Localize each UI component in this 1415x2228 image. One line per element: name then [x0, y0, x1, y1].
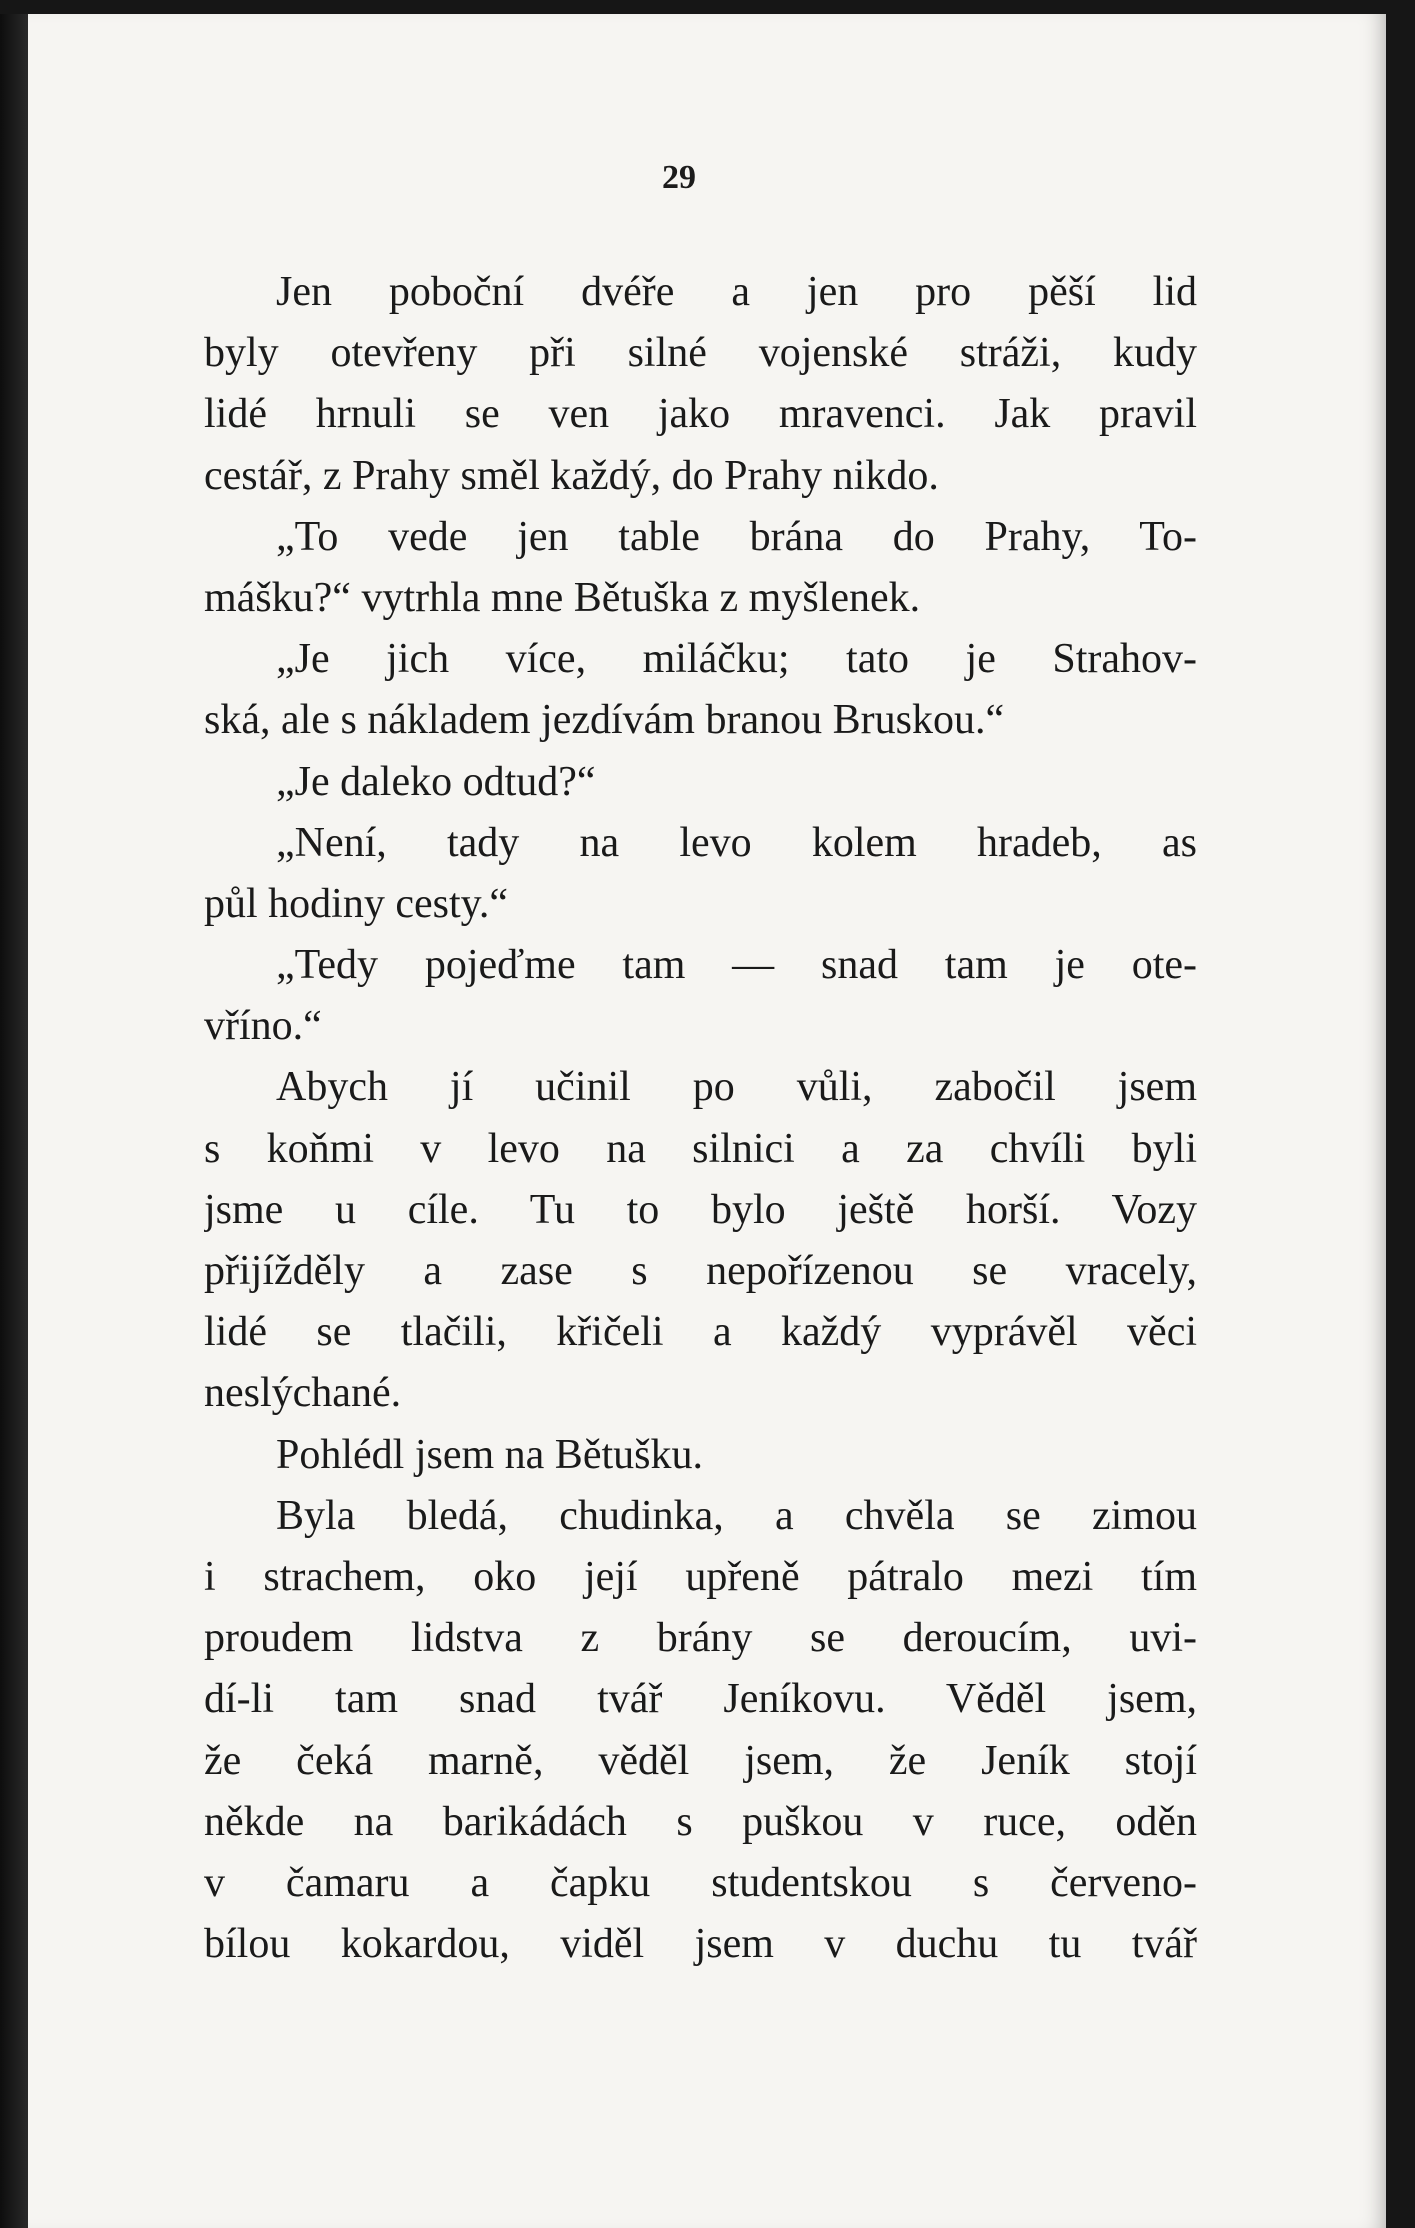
text-line: vříno.“ [204, 1003, 322, 1050]
text-line: přijížděly a zase s nepořízenou se vracely, [204, 1248, 1197, 1294]
text-line: v čamaru a čapku studentskou s červeno- [204, 1859, 1197, 1906]
text-line: „Je jich více, miláčku; tato je Strahov- [276, 636, 1197, 683]
page-text [204, 262, 1197, 1975]
text-line: i strachem, oko její upřeně pátralo mezi tím [204, 1553, 1197, 1600]
book-page [28, 14, 1386, 2228]
text-line: „Je daleko odtud?“ [276, 758, 596, 805]
text-line: proudem lidstva z brány se deroucím, uvi- [204, 1615, 1197, 1662]
text-line: „To vede jen table brána do Prahy, To- [276, 513, 1197, 560]
text-line: mášku?“ vytrhla mne Bětuška z myšlenek. [204, 574, 921, 621]
text-line: byly otevřeny při silné vojenské stráži, kudy [204, 330, 1197, 377]
text-line: lidé hrnuli se ven jako mravenci. Jak pravil [204, 391, 1197, 438]
text-line: „Tedy pojeďme tam — snad tam je ote- [276, 942, 1197, 989]
text-line: dí-li tam snad tvář Jeníkovu. Věděl jsem, [204, 1676, 1197, 1723]
text-line: Jen poboční dvéře a jen pro pěší lid [276, 269, 1197, 315]
text-line: neslýchané. [204, 1370, 402, 1417]
text-line: půl hodiny cesty.“ [204, 880, 509, 927]
page-number: 29 [662, 159, 696, 196]
text-line: Pohlédl jsem na Bětušku. [276, 1431, 703, 1478]
text-line: že čeká marně, věděl jsem, že Jeník stojí [204, 1737, 1197, 1784]
text-line: Abych jí učinil po vůli, zabočil jsem [276, 1064, 1197, 1111]
text-line: cestář, z Prahy směl každý, do Prahy nikdo. [204, 452, 939, 499]
text-line: Byla bledá, chudinka, a chvěla se zimou [276, 1492, 1197, 1539]
text-line: „Není, tady na levo kolem hradeb, as [276, 819, 1197, 866]
text-line: jsme u cíle. Tu to bylo ještě horší. Vozy [204, 1186, 1197, 1233]
book-spine-shadow [0, 14, 28, 2228]
text-line: lidé se tlačili, křičeli a každý vyprávěl věci [204, 1309, 1197, 1356]
text-line: ská, ale s nákladem jezdívám branou Bruskou.“ [204, 697, 1005, 744]
text-line: někde na barikádách s puškou v ruce, oděn [204, 1798, 1197, 1845]
text-line: s koňmi v levo na silnici a za chvíli byli [204, 1125, 1197, 1172]
text-line: bílou kokardou, viděl jsem v duchu tu tvář [204, 1921, 1197, 1968]
